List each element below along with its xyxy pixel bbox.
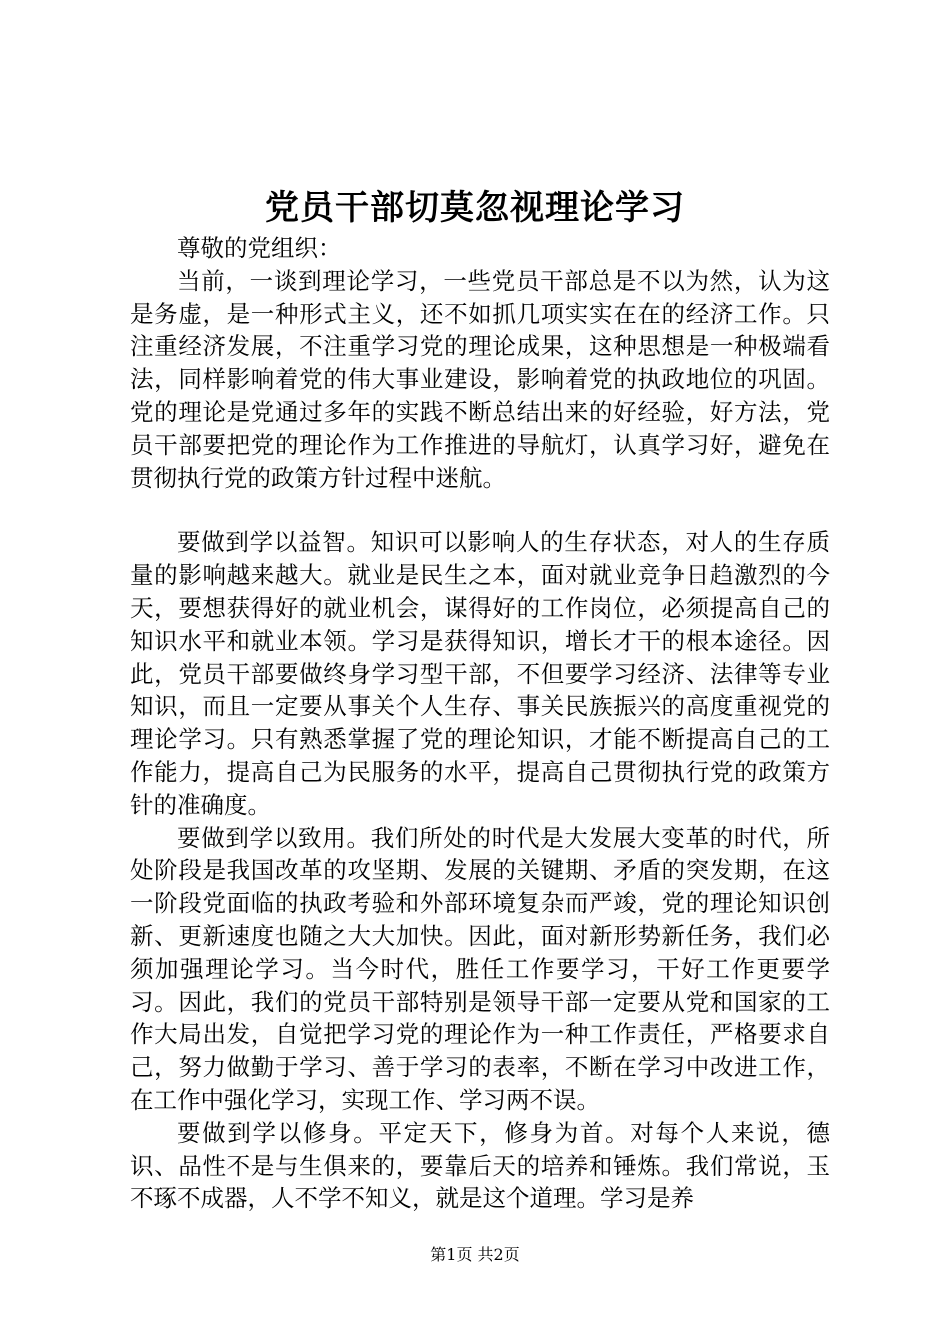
- document-title: 党员干部切莫忽视理论学习: [265, 188, 685, 228]
- paragraph-learn-for-use: 要做到学以致用。我们所处的时代是大发展大变革的时代，所处阶段是我国改革的攻坚期、发展的关键期、矛盾的突发期，在这一阶段党面临的执政考验和外部环境复杂而严竣，党的理论知识创新、更新速度也随之大大加快。因此，面对新形势新任务，我们必须加强理论学习。当今时代，胜任工作要学习，干好工作更要学习。因此，我们的党员干部特别是领导干部一定要从党和国家的工作大局出发，自觉把学习党的理论作为一种工作责任，严格要求自己，努力做勤于学习、善于学习的表率，不断在学习中改进工作，在工作中强化学习，实现工作、学习两不误。: [130, 823, 830, 1114]
- paragraph-intro: 当前，一谈到理论学习，一些党员干部总是不以为然，认为这是务虚，是一种形式主义，还不如抓几项实实在在的经济工作。只注重经济发展，不注重学习党的理论成果，这种思想是一种极端看法，同样影响着党的伟大事业建设，影响着党的执政地位的巩固。党的理论是党通过多年的实践不断总结出来的好经验，好方法，党员干部要把党的理论作为工作推进的导航灯，认真学习好，避免在贯彻执行党的政策方针过程中迷航。: [130, 266, 830, 492]
- paragraph-learn-for-wisdom: 要做到学以益智。知识可以影响人的生存状态，对人的生存质量的影响越来越大。就业是民生之本，面对就业竞争日趋激烈的今天，要想获得好的就业机会，谋得好的工作岗位，必须提高自己的知识水平和就业本领。学习是获得知识，增长才干的根本途径。因此，党员干部要做终身学习型干部，不但要学习经济、法律等专业知识，而且一定要从事关个人生存、事关民族振兴的高度重视党的理论学习。只有熟悉掌握了党的理论知识，才能不断提高自己的工作能力，提高自己为民服务的水平，提高自己贯彻执行党的政策方针的准确度。: [130, 528, 830, 819]
- paragraph-learn-for-self-cultivation: 要做到学以修身。平定天下，修身为首。对每个人来说，德识、品性不是与生俱来的，要靠后天的培养和锤炼。我们常说，玉不琢不成器，人不学不知义，就是这个道理。学习是养: [130, 1118, 830, 1213]
- salutation: 尊敬的党组织：: [177, 234, 342, 262]
- page-number-footer: 第1页 共2页: [430, 1245, 520, 1264]
- document-body: [130, 232, 830, 1215]
